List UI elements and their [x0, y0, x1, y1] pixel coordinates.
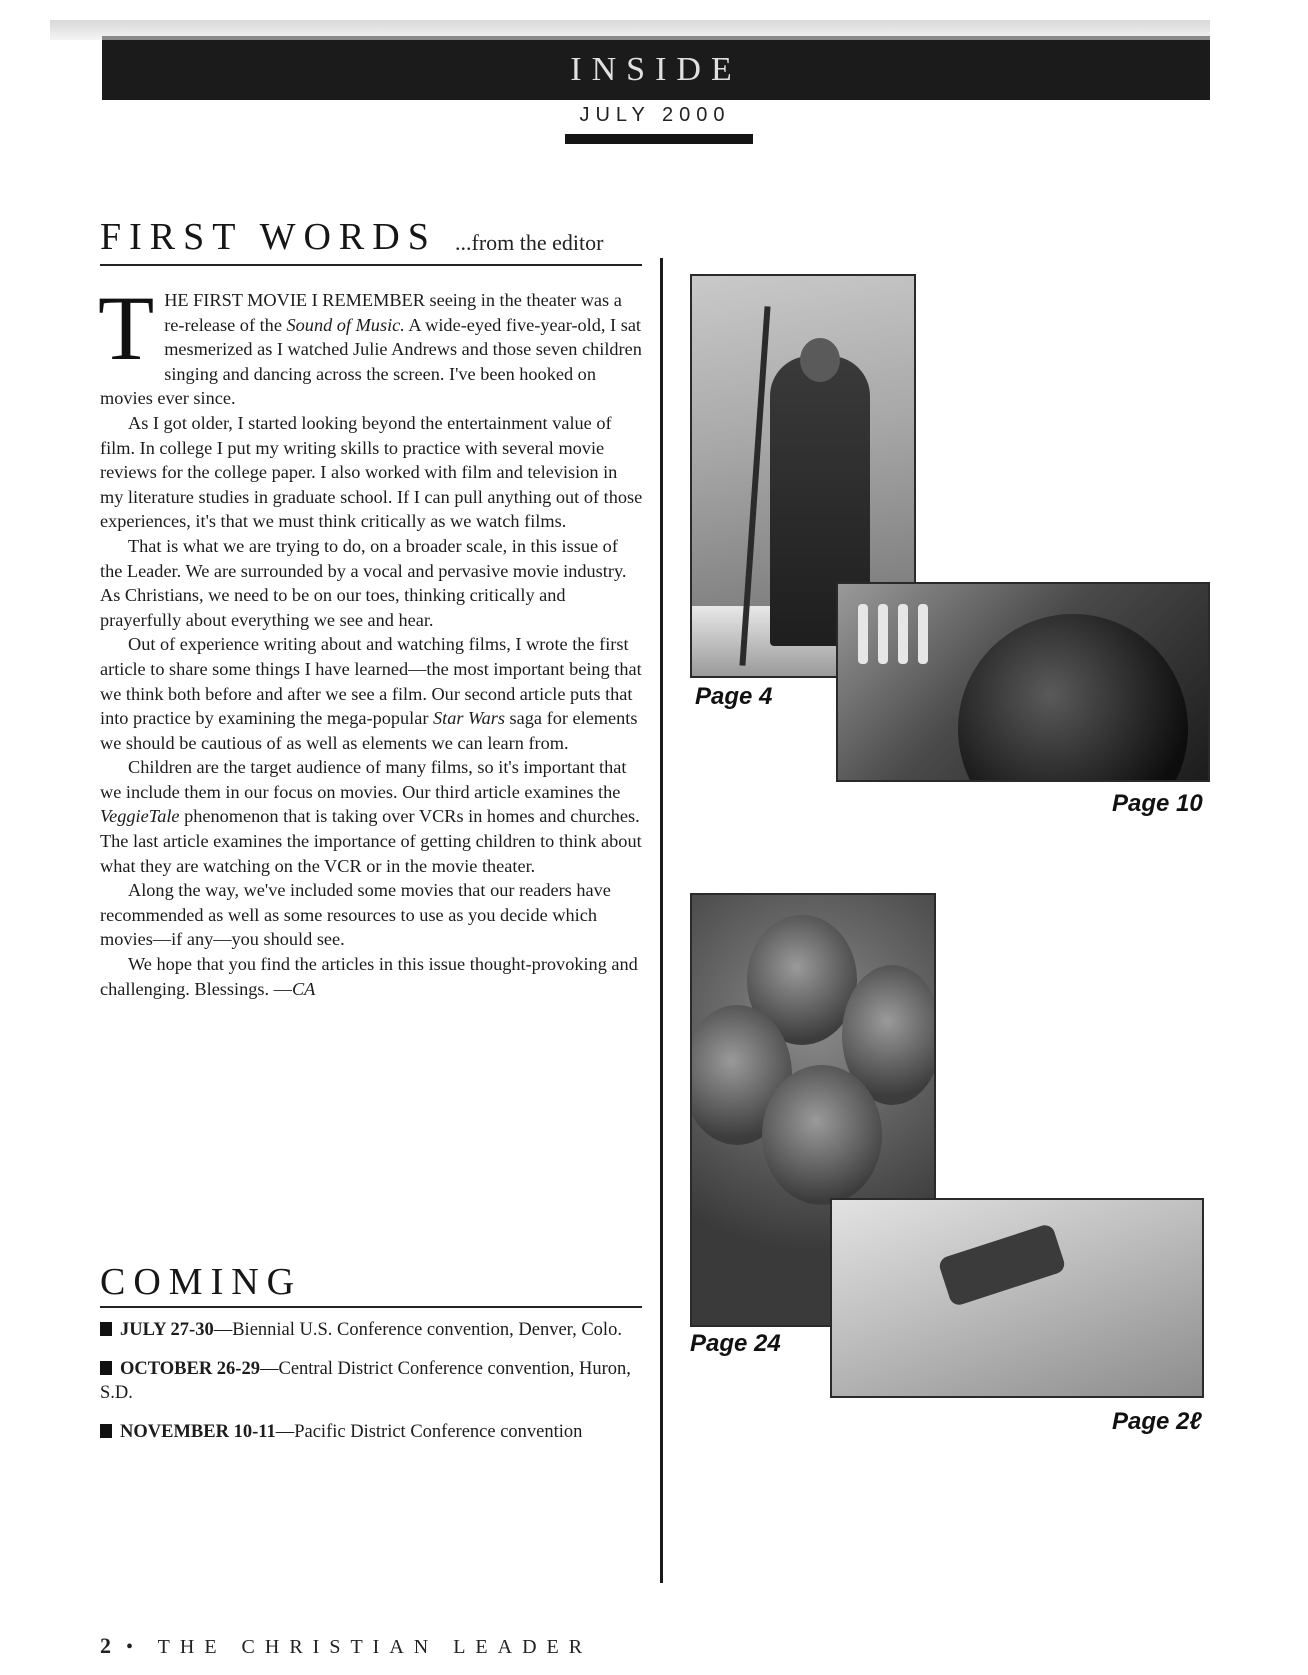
caption-page-10: Page 10: [1112, 790, 1203, 817]
editorial-article: [98, 277, 643, 1001]
movie-title-star-wars: Star Wars: [433, 708, 505, 729]
helmet-shape: [958, 614, 1188, 782]
wall-light-shape: [878, 604, 888, 664]
paragraph-7-lead: We hope that you find the articles in this issue thought-provoking and challenging. Blessings. —: [100, 954, 638, 999]
square-bullet-icon: [100, 1322, 112, 1336]
title-veggietale: VeggieTale: [100, 806, 180, 827]
event-detail: —Pacific District Conference convention: [275, 1421, 583, 1442]
paragraph-2: As I got older, I started looking beyond the entertainment value of film. In college I put my writing skills to practice with several movie reviews for the college paper. I also worked with film and television in my literature studies in graduate school. If I can pull anything out of those experiences, it's that we must think critically as we watch films.: [100, 412, 643, 532]
coming-title: COMING: [100, 1261, 303, 1303]
darth-vader-photo: [836, 582, 1210, 782]
coming-events-list: [100, 1318, 645, 1458]
paragraph-4: [100, 632, 643, 755]
event-item: [100, 1420, 645, 1445]
object-shape: [937, 1223, 1067, 1308]
event-date: JULY 27-30: [120, 1320, 214, 1340]
square-bullet-icon: [100, 1424, 112, 1438]
event-date: NOVEMBER 10-11: [120, 1421, 276, 1442]
banner-title: INSIDE: [570, 51, 742, 88]
date-underline-bar: [565, 134, 753, 144]
child-face-shape: [762, 1065, 882, 1205]
wall-light-shape: [858, 604, 868, 664]
footer-bullet: •: [126, 1636, 144, 1658]
square-bullet-icon: [100, 1361, 112, 1375]
editor-byline: ...from the editor: [455, 230, 604, 255]
paragraph-7: [100, 952, 643, 1001]
first-words-rule: [100, 264, 642, 266]
page-number: 2: [100, 1633, 111, 1658]
first-words-title: FIRST WORDS: [100, 216, 437, 258]
event-date: OCTOBER 26-29: [120, 1358, 260, 1379]
drop-cap: T: [98, 277, 155, 379]
page-footer: [100, 1633, 592, 1659]
hands-craft-photo: [830, 1198, 1204, 1398]
paragraph-5: [100, 755, 643, 878]
paragraph-5-lead: Children are the target audience of many films, so it's important that we include them in our focus on movies. Our third article examines the: [100, 757, 627, 802]
caption-page-28: Page 2ℓ: [1112, 1408, 1202, 1435]
figure-head-shape: [800, 338, 840, 382]
column-divider: [660, 258, 663, 1583]
inside-banner: [102, 36, 1210, 100]
paragraph-1: [98, 277, 643, 411]
wall-light-shape: [898, 604, 908, 664]
paragraph-1-lead: HE FIRST MOVIE I REMEMBER seeing in the theater was a re-release of the: [164, 290, 622, 335]
paragraph-6: Along the way, we've included some movies that our readers have recommended as well as some resources to use as you decide which movies—if any—you should see.: [100, 880, 611, 950]
coming-rule: [100, 1306, 642, 1308]
publication-name: THE CHRISTIAN LEADER: [157, 1636, 593, 1658]
wall-light-shape: [918, 604, 928, 664]
event-detail: —Central District Conference convention, Huron, S.D.: [100, 1358, 631, 1404]
editor-initials: CA: [291, 978, 316, 999]
issue-date: JULY 2000: [579, 104, 731, 126]
event-item: [100, 1318, 645, 1343]
caption-page-4: Page 4: [695, 683, 773, 710]
paragraph-3: That is what we are trying to do, on a broader scale, in this issue of the Leader. We are surrounded by a vocal and pervasive movie industry. As Christians, we need to be on our toes, thinking critically and prayerfully about everything we see and hear.: [100, 535, 627, 630]
paragraph-4-rest: saga for elements we should be cautious of as well as elements we can learn from.: [100, 708, 638, 753]
paragraph-4-lead: Out of experience writing about and watching films, I wrote the first article to share some things I have learned—the most important being that we think both before and after we see a film. Our second article puts that into practice by examining the mega-popular: [100, 634, 642, 729]
paragraph-1-rest: A wide-eyed five-year-old, I sat mesmerized as I watched Julie Andrews and those seven children singing and dancing across the screen. I've been hooked on movies ever since.: [100, 314, 642, 409]
event-item: [100, 1357, 645, 1406]
paragraph-5-rest: phenomenon that is taking over VCRs in homes and churches. The last article examines the importance of getting children to think about what they are watching on the VCR or in the movie theater.: [100, 806, 642, 876]
caption-page-24: Page 24: [690, 1330, 781, 1357]
movie-title-sound-of-music: Sound of Music.: [286, 314, 405, 335]
event-detail: —Biennial U.S. Conference convention, Denver, Colo.: [213, 1320, 622, 1340]
